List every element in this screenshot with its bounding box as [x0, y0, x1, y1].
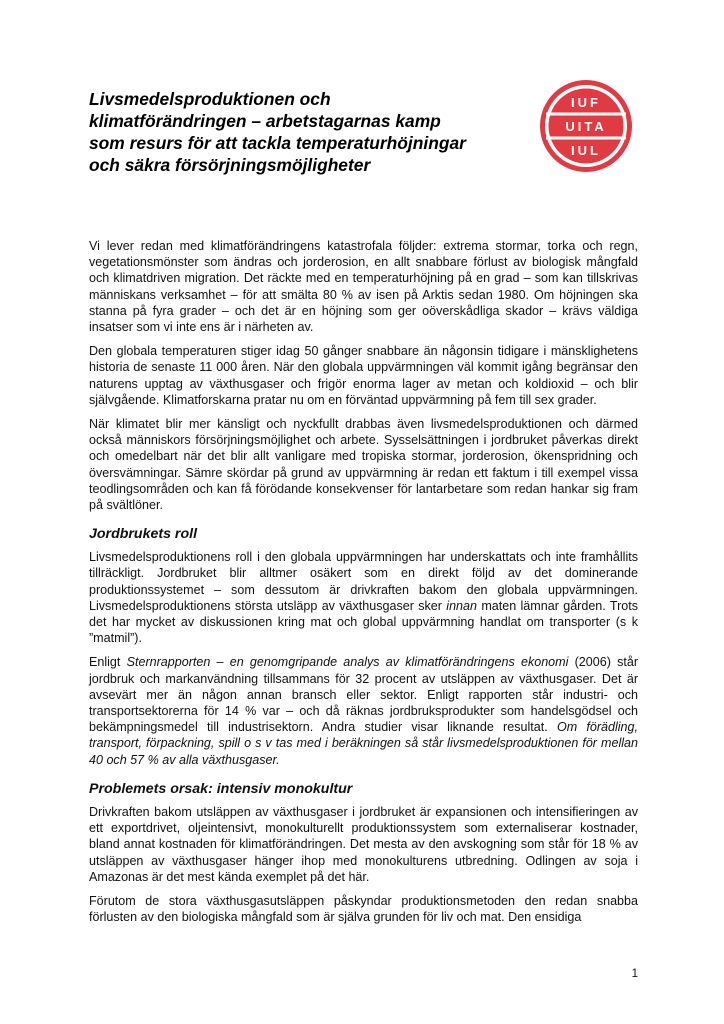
paragraph-text: Enligt	[89, 655, 127, 670]
paragraph: Förutom de stora växthusgasutsläppen påskyndar produktionsmetoden den redan snabba förlusten av den biologiska mångfald som är själva grunden för liv och mat. Den ensidiga	[89, 893, 638, 925]
title-line: som resurs för att tackla temperaturhöjningar	[89, 133, 466, 153]
emphasis-text: Om förädling, transport, förpackning, spill o s v tas med i beräkningen så står livsmedelsproduktionen för mellan 40 och 57 % av alla växthusgaser.	[89, 720, 638, 767]
emphasis-text: innan	[446, 598, 477, 613]
paragraph: Vi lever redan med klimatförändringens katastrofala följder: extrema stormar, torka och regn, vegetationsmönster som ändras och jorderosion, en allt snabbare förlust av biologisk mångfald och klimatdriven migration. Det räckte med en temperaturhöjning på en grad – som kan tillskrivas människans verksamhet – för att smälta 80 % av isen på Arktis sedan 1980. Om höjningen ska stanna på fyra grader – och det är en höjning som ger oöverskådliga skador – krävs väldiga insatser som vi inte ens är i närheten av.	[89, 239, 638, 335]
title-line: Livsmedelsproduktionen och	[89, 89, 331, 109]
paragraph-text: maten lämnar gården. Trots det har mycket av diskussionen kring mat och global uppvärmning handlat om transporter (s k ”matmil”).	[89, 598, 638, 646]
iuf-logo	[538, 78, 634, 174]
logo-text-uita: UITA	[565, 119, 607, 134]
document-title	[89, 88, 529, 176]
section-heading: Jordbrukets roll	[89, 526, 198, 543]
document-body	[89, 238, 638, 933]
paragraph-text: Livsmedelsproduktionens roll i den globala uppvärmningen har underskattats och inte framhållits tillräckligt. Jordbruket blir alltmer osäkert som en direkt följd av det dominerande produktionssystemet – som dessutom är drivkraften bakom den globala uppvärmningen. Livsmedelsproduktionens största utsläpp av växthusgaser sker	[89, 550, 638, 613]
paragraph: Drivkraften bakom utsläppen av växthusgaser i jordbruket är expansionen och intensifieringen av ett exportdrivet, oljeintensivt, monokulturellt produktionssystem som externaliserar kostnader, bland annat kostnaden för klimatförändringen. Det mesta av den avskogning som står för 18 % av utsläppen av växthusgaser hänger ihop med monokulturens utbredning. Odlingen av soja i Amazonas är det mest kända exemplet på det här.	[89, 804, 638, 884]
logo-stripe	[546, 113, 626, 116]
page-number: 1	[631, 968, 638, 980]
paragraph: Den globala temperaturen stiger idag 50 gånger snabbare än någonsin tidigare i mänsklighetens historia de senaste 11 000 åren. När den globala uppvärmningen väl kommit igång begränsar den naturens upptag av växthusgaser och frigör enorma lager av metan och koldioxid – och blir självgående. Klimatforskarna pratar nu om en förväntad uppvärmning på fem till sex grader.	[89, 344, 638, 407]
paragraph	[89, 549, 638, 646]
logo-text-iuf: IUF	[571, 95, 601, 110]
paragraph: När klimatet blir mer känsligt och nyckfullt drabbas även livsmedelsproduktionen och därmed också människors försörjningsmöjlighet och arbete. Sysselsättningen i jordbruket påverkas direkt och omedelbart när det blir allt vanligare med tropiska stormar, jorderosion, ökenspridning och översvämningar. Sämre skördar på grund av uppvärmning är redan ett faktum i till exempel vissa teodlingsområden och kan få förödande konsekvenser för lantarbetare som redan hankar sig fram på svältlöner.	[89, 417, 638, 513]
title-line: och säkra försörjningsmöjligheter	[89, 155, 371, 175]
report-title: Sternrapporten – en genomgripande analys av klimatförändringens ekonomi	[126, 655, 569, 670]
paragraph-text: (2006) står jordbruk och markanvändning tillsammans för 32 procent av utsläppen av växthusgaser. Det är avsevärt mer än någon annan bransch eller sektor. Enligt rapporten står industri- och transportsektorerna för 14 % var – och då räknas jordbruksprodukter som handelsgödsel och bekämpningsmedel till industrisektorn. Andra studier visar liknande resultat.	[89, 655, 639, 735]
logo-text-iul: IUL	[571, 143, 601, 158]
logo-stripe	[546, 137, 626, 140]
paragraph	[89, 654, 638, 767]
title-line: klimatförändringen – arbetstagarnas kamp	[89, 111, 441, 131]
section-heading: Problemets orsak: intensiv monokultur	[89, 780, 353, 797]
